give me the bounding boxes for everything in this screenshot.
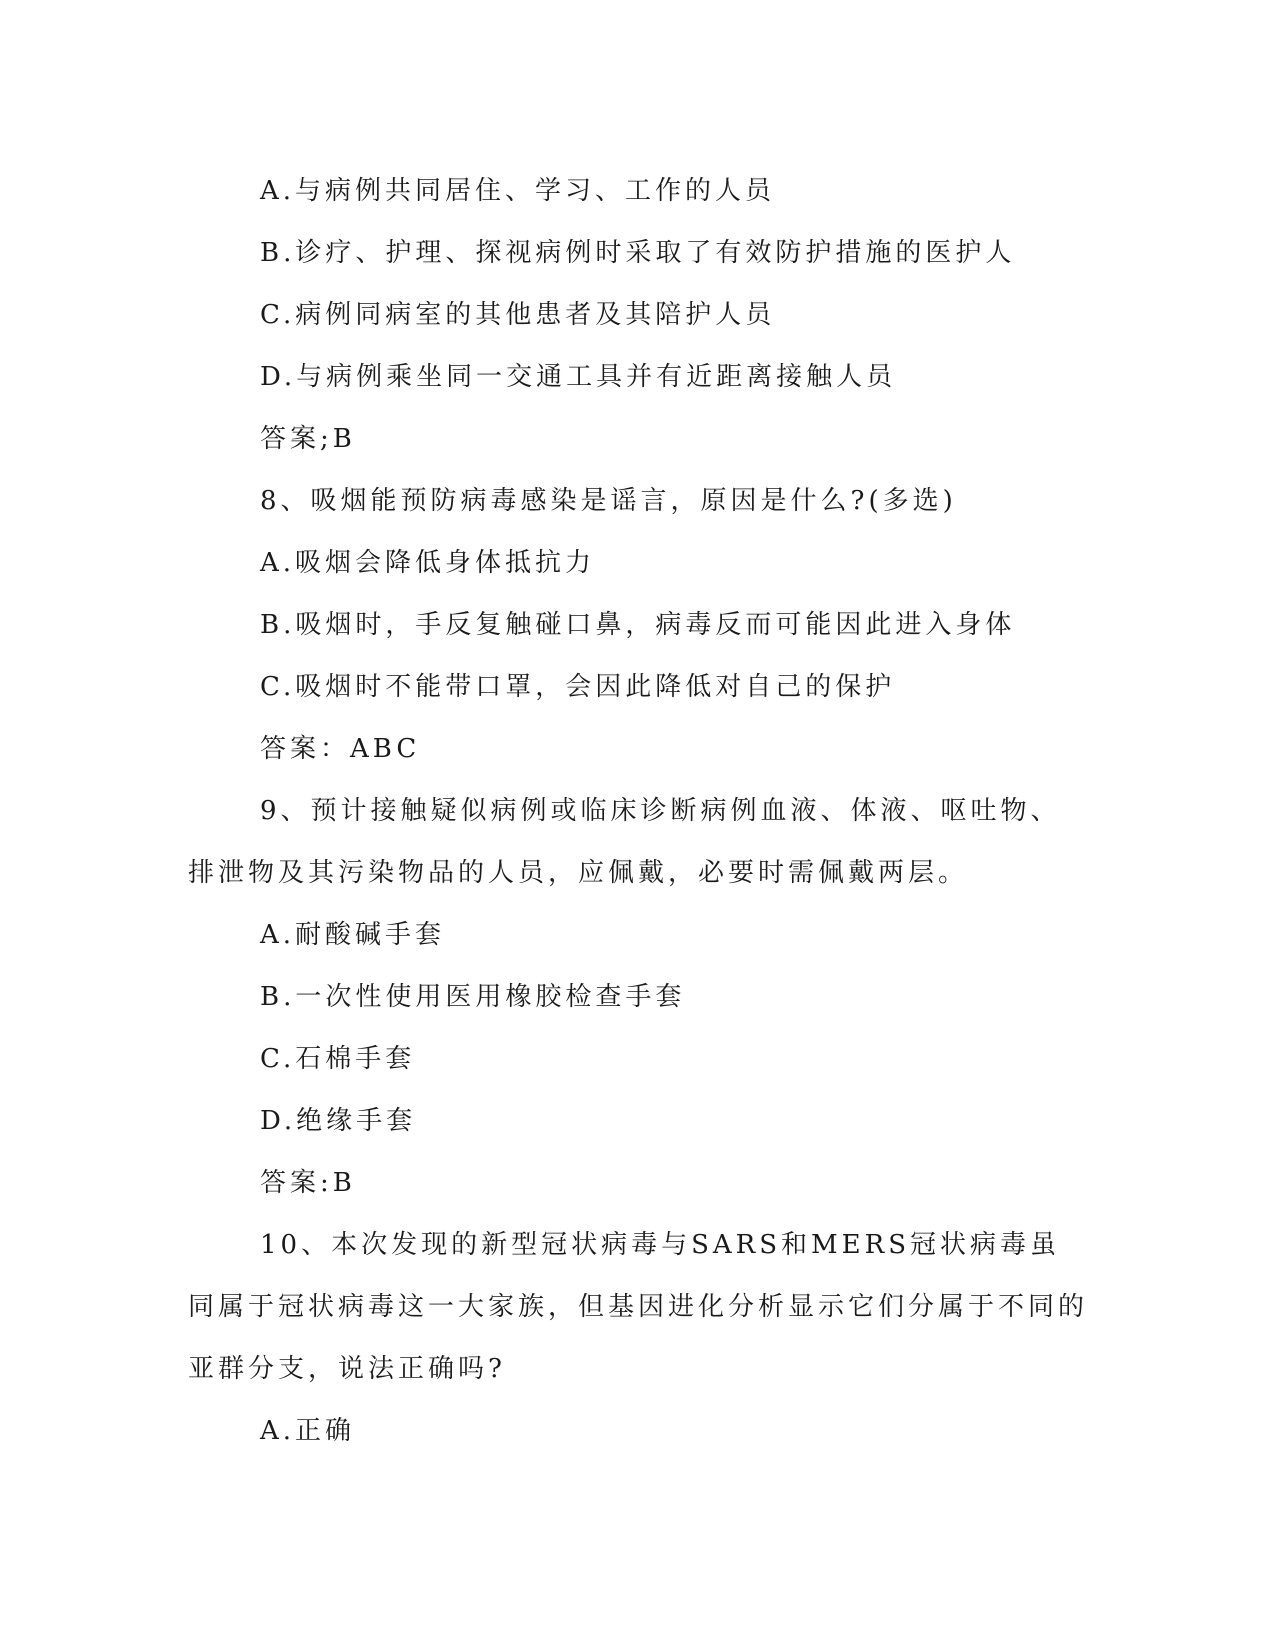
option-d-q7: D.与病例乘坐同一交通工具并有近距离接触人员 [260,362,897,392]
option-b-q7: B.诊疗、护理、探视病例时采取了有效防护措施的医护人 [260,238,1016,268]
option-c-q9: C.石棉手套 [260,1044,416,1074]
answer-q9: 答案:B [260,1168,356,1198]
option-a-q9: A.耐酸碱手套 [260,920,446,950]
option-c-q7: C.病例同病室的其他患者及其陪护人员 [260,300,776,330]
option-a-q10: A.正确 [260,1416,356,1446]
option-d-q9: D.绝缘手套 [260,1106,417,1136]
option-c-q8: C.吸烟时不能带口罩，会因此降低对自己的保护 [260,672,896,702]
option-b-q8: B.吸烟时，手反复触碰口鼻，病毒反而可能因此进入身体 [260,610,1016,640]
option-a-q7: A.与病例共同居住、学习、工作的人员 [260,176,776,206]
option-b-q9: B.一次性使用医用橡胶检查手套 [260,982,686,1012]
answer-q7: 答案;B [260,424,356,454]
document-body [188,160,1088,1462]
answer-q8: 答案：ABC [260,734,421,764]
question-10: 10、本次发现的新型冠状病毒与SARS和MERS冠状病毒虽同属于冠状病毒这一大家族，但基因进化分析显示它们分属于不同的亚群分支，说法正确吗? [188,1230,1089,1384]
question-8: 8、吸烟能预防病毒感染是谣言，原因是什么?(多选) [260,486,957,516]
question-9: 9、预计接触疑似病例或临床诊断病例血液、体液、呕吐物、排泄物及其污染物品的人员，应佩戴，必要时需佩戴两层。 [188,796,1061,888]
option-a-q8: A.吸烟会降低身体抵抗力 [260,548,596,578]
